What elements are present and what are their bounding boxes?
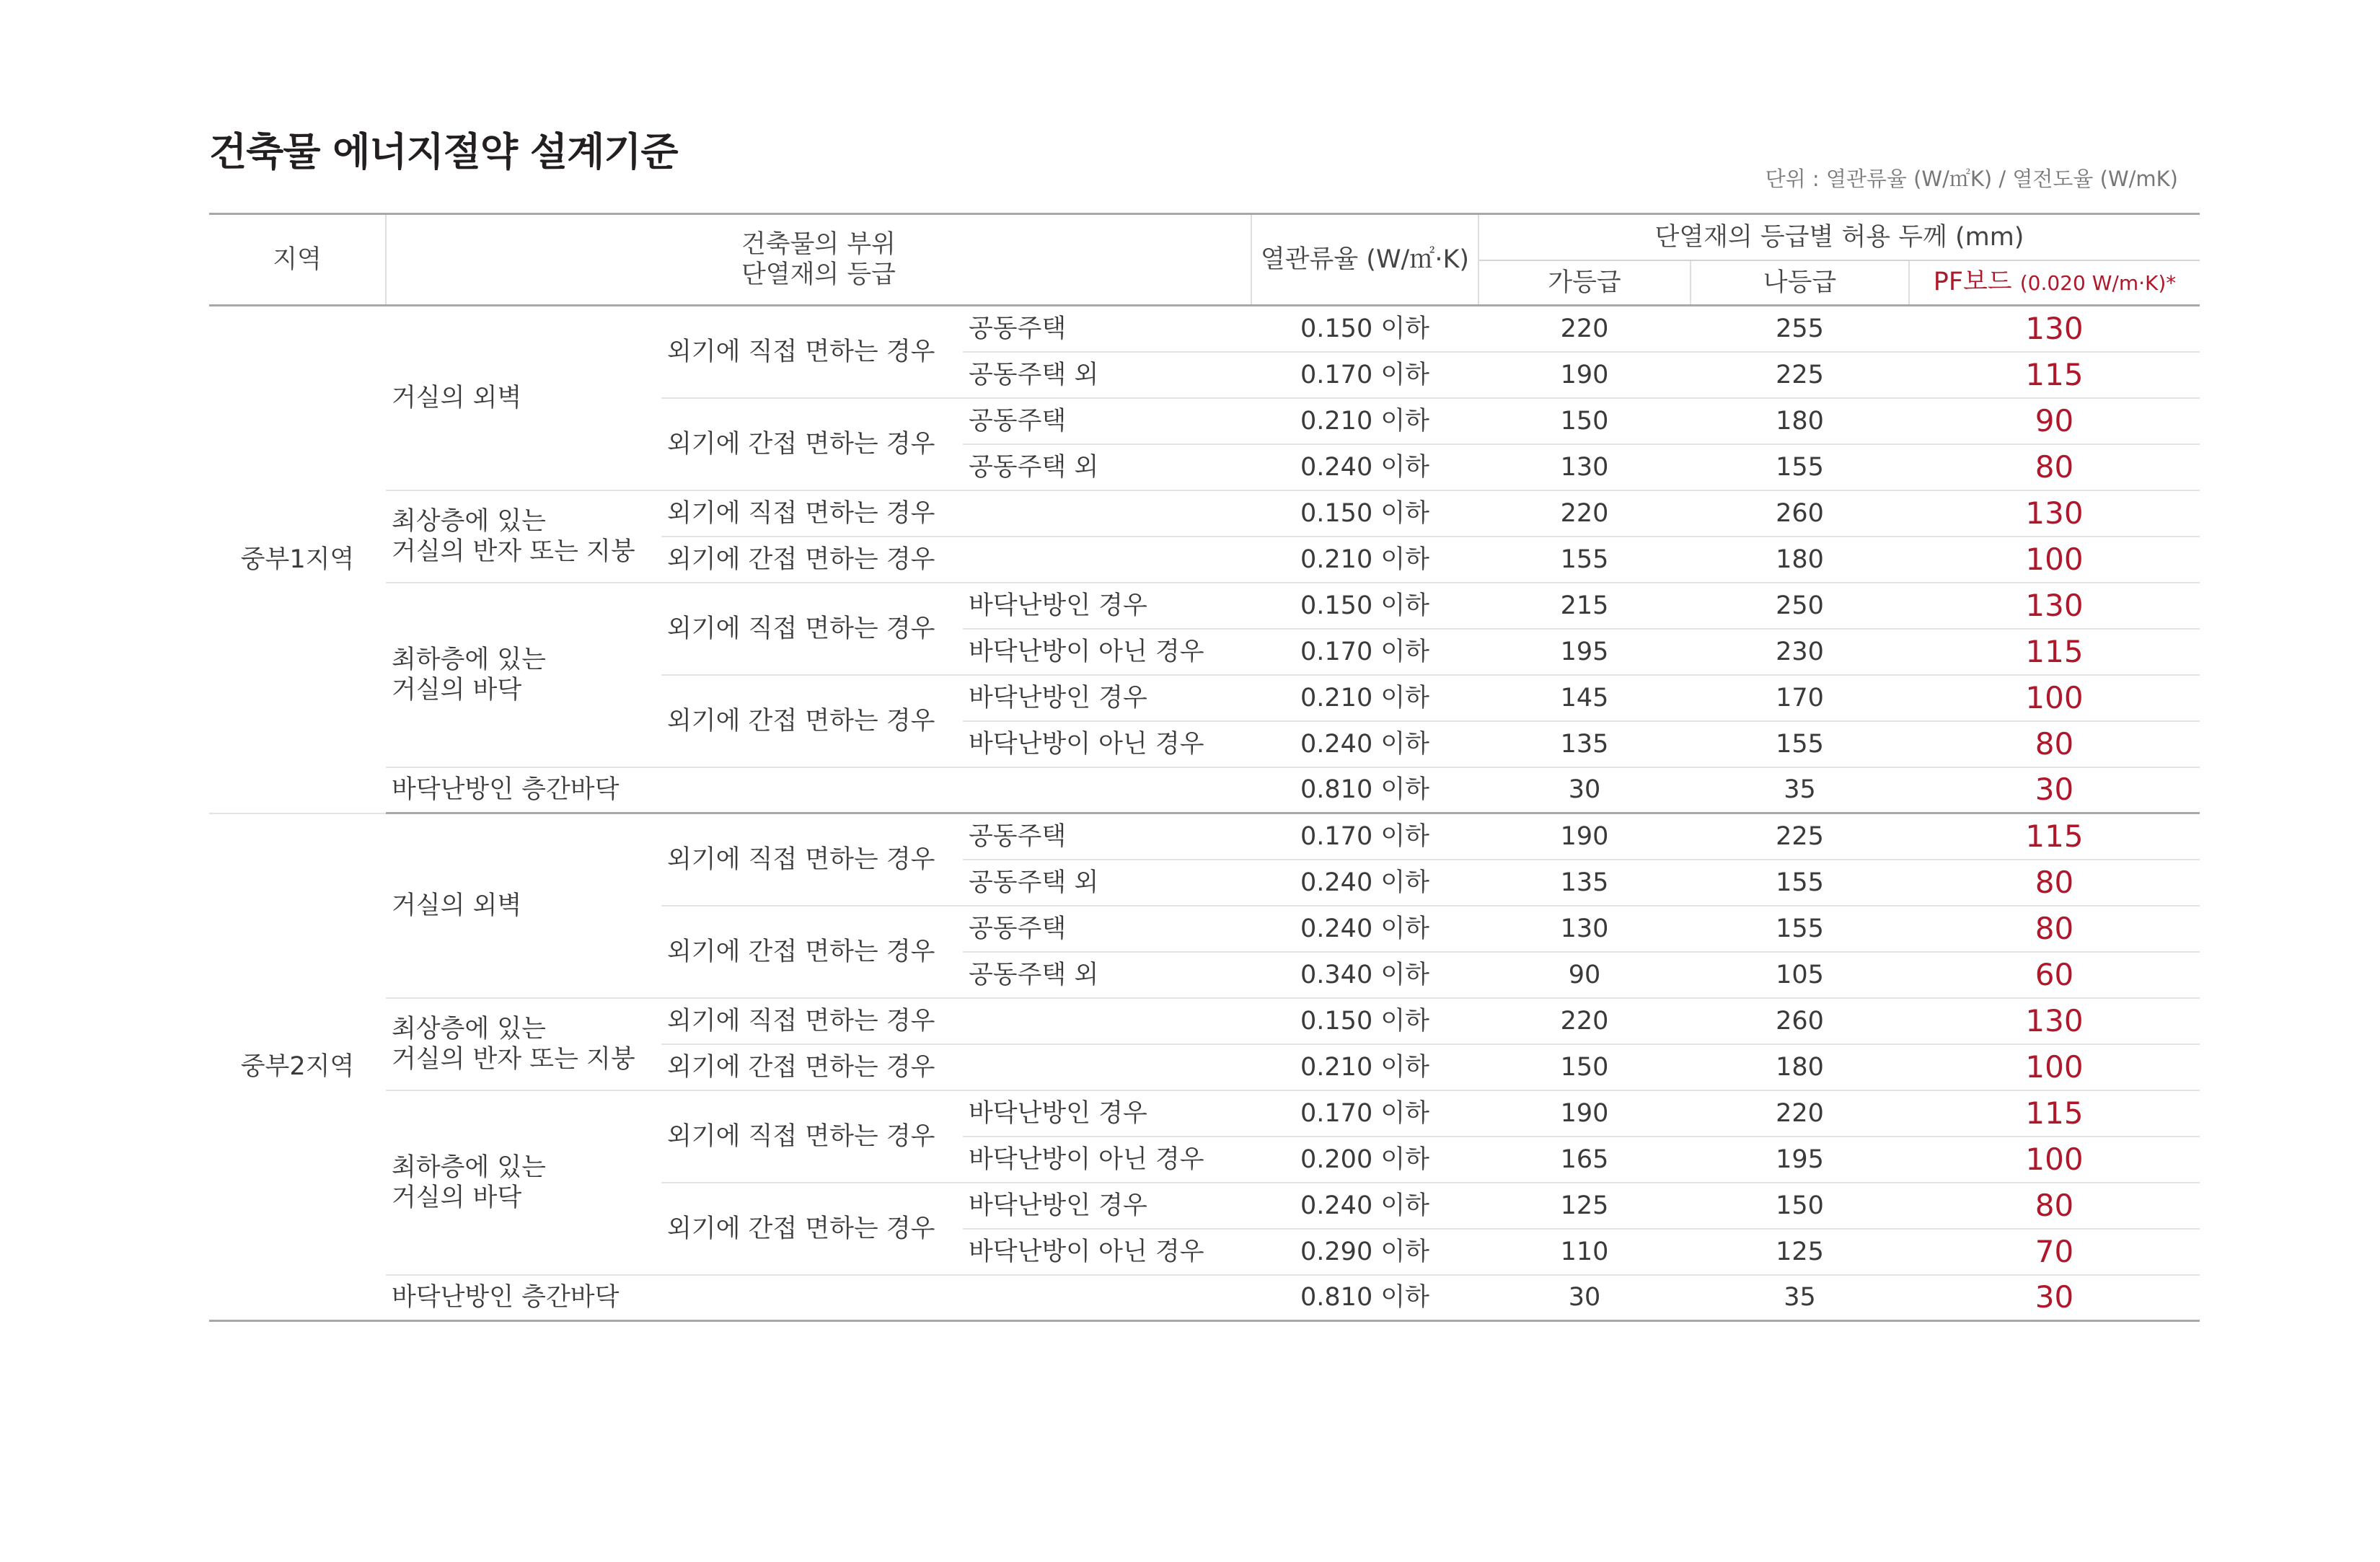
grade-ga-cell: 220 [1478,306,1691,352]
table-row [209,767,2200,813]
u-value-cell: 0.240 이하 [1251,1183,1478,1229]
part-cell: 최상층에 있는 거실의 반자 또는 지붕 [386,998,661,1090]
u-value-cell: 0.150 이하 [1251,490,1478,537]
grade-na-cell: 35 [1691,1275,1909,1321]
part-cell: 바닥난방인 층간바닥 [386,1275,1251,1321]
condition-cell: 외기에 간접 면하는 경우 [661,675,963,767]
grade-na-cell: 155 [1691,444,1909,490]
subtype-cell: 바닥난방이 아닌 경우 [963,629,1251,675]
grade-ga-cell: 195 [1478,629,1691,675]
table-body [209,306,2200,1321]
table-row [209,306,2200,352]
pf-board-cell: 115 [1909,629,2200,675]
pf-board-cell: 115 [1909,352,2200,398]
condition-cell: 외기에 간접 면하는 경우 [661,537,1251,583]
subtype-cell: 공동주택 [963,306,1251,352]
grade-na-cell: 155 [1691,721,1909,767]
grade-ga-cell: 125 [1478,1183,1691,1229]
pf-board-cell: 100 [1909,537,2200,583]
u-value-cell: 0.290 이하 [1251,1229,1478,1275]
pf-board-cell: 80 [1909,860,2200,906]
pf-board-cell: 80 [1909,1183,2200,1229]
subtype-cell: 공동주택 외 [963,860,1251,906]
pf-board-cell: 70 [1909,1229,2200,1275]
unit-note: 단위 : 열관류율 (W/㎡K) / 열전도율 (W/mK) [1765,167,2178,191]
table-row [209,490,2200,537]
u-value-cell: 0.210 이하 [1251,675,1478,721]
u-value-cell: 0.340 이하 [1251,952,1478,998]
header-grade-na: 나등급 [1691,260,1909,306]
grade-na-cell: 220 [1691,1090,1909,1137]
region-cell: 중부1지역 [209,306,386,813]
pf-board-cell: 130 [1909,306,2200,352]
condition-cell: 외기에 간접 면하는 경우 [661,906,963,998]
header-pf-board: PF보드 (0.020 W/m·K)* [1909,260,2200,306]
table-row [209,998,2200,1044]
subtype-cell: 바닥난방인 경우 [963,1090,1251,1137]
grade-ga-cell: 220 [1478,998,1691,1044]
pf-board-cell: 30 [1909,1275,2200,1321]
subtype-cell: 바닥난방인 경우 [963,583,1251,629]
grade-na-cell: 125 [1691,1229,1909,1275]
condition-cell: 외기에 간접 면하는 경우 [661,1183,963,1275]
part-cell: 거실의 외벽 [386,813,661,998]
pf-board-cell: 100 [1909,675,2200,721]
part-cell: 최하층에 있는 거실의 바닥 [386,583,661,767]
header-thickness-group: 단열재의 등급별 허용 두께 (mm) [1478,214,2200,260]
u-value-cell: 0.240 이하 [1251,721,1478,767]
u-value-cell: 0.210 이하 [1251,537,1478,583]
grade-na-cell: 170 [1691,675,1909,721]
u-value-cell: 0.240 이하 [1251,444,1478,490]
grade-ga-cell: 90 [1478,952,1691,998]
condition-cell: 외기에 직접 면하는 경우 [661,490,1251,537]
u-value-cell: 0.150 이하 [1251,998,1478,1044]
subtype-cell: 바닥난방인 경우 [963,1183,1251,1229]
table-row [209,583,2200,629]
pf-board-cell: 130 [1909,583,2200,629]
part-cell: 최상층에 있는 거실의 반자 또는 지붕 [386,490,661,583]
u-value-cell: 0.170 이하 [1251,629,1478,675]
grade-na-cell: 150 [1691,1183,1909,1229]
grade-ga-cell: 30 [1478,1275,1691,1321]
pf-board-cell: 115 [1909,813,2200,860]
pf-board-cell: 80 [1909,721,2200,767]
grade-na-cell: 250 [1691,583,1909,629]
subtype-cell: 바닥난방이 아닌 경우 [963,721,1251,767]
u-value-cell: 0.210 이하 [1251,398,1478,444]
grade-na-cell: 105 [1691,952,1909,998]
u-value-cell: 0.170 이하 [1251,1090,1478,1137]
u-value-cell: 0.810 이하 [1251,1275,1478,1321]
grade-na-cell: 260 [1691,490,1909,537]
grade-ga-cell: 220 [1478,490,1691,537]
pf-board-cell: 100 [1909,1044,2200,1090]
u-value-cell: 0.170 이하 [1251,352,1478,398]
subtype-cell: 공동주택 외 [963,444,1251,490]
part-cell: 최하층에 있는 거실의 바닥 [386,1090,661,1275]
grade-ga-cell: 150 [1478,398,1691,444]
u-value-cell: 0.210 이하 [1251,1044,1478,1090]
grade-ga-cell: 165 [1478,1137,1691,1183]
subtype-cell: 공동주택 [963,813,1251,860]
pf-board-cell: 60 [1909,952,2200,998]
header-region: 지역 [209,214,386,306]
u-value-cell: 0.200 이하 [1251,1137,1478,1183]
grade-na-cell: 155 [1691,906,1909,952]
part-cell: 바닥난방인 층간바닥 [386,767,1251,813]
u-value-cell: 0.150 이하 [1251,583,1478,629]
pf-board-cell: 30 [1909,767,2200,813]
pf-board-cell: 130 [1909,490,2200,537]
grade-na-cell: 260 [1691,998,1909,1044]
subtype-cell: 공동주택 외 [963,952,1251,998]
header-u-value: 열관류율 (W/㎡·K) [1251,214,1478,306]
u-value-cell: 0.150 이하 [1251,306,1478,352]
grade-ga-cell: 130 [1478,906,1691,952]
insulation-standard-table [209,213,2200,1322]
grade-na-cell: 180 [1691,398,1909,444]
u-value-cell: 0.240 이하 [1251,906,1478,952]
grade-ga-cell: 190 [1478,352,1691,398]
subtype-cell: 바닥난방인 경우 [963,675,1251,721]
pf-board-cell: 100 [1909,1137,2200,1183]
subtype-cell: 바닥난방이 아닌 경우 [963,1229,1251,1275]
grade-ga-cell: 135 [1478,721,1691,767]
subtype-cell: 공동주택 [963,906,1251,952]
condition-cell: 외기에 간접 면하는 경우 [661,398,963,490]
grade-ga-cell: 215 [1478,583,1691,629]
pf-board-cell: 115 [1909,1090,2200,1137]
grade-ga-cell: 130 [1478,444,1691,490]
table-header [209,214,2200,306]
grade-na-cell: 180 [1691,537,1909,583]
pf-board-cell: 80 [1909,906,2200,952]
grade-na-cell: 225 [1691,352,1909,398]
header-grade-ga: 가등급 [1478,260,1691,306]
grade-ga-cell: 110 [1478,1229,1691,1275]
pf-board-cell: 80 [1909,444,2200,490]
grade-ga-cell: 155 [1478,537,1691,583]
pf-board-cell: 90 [1909,398,2200,444]
subtype-cell: 공동주택 외 [963,352,1251,398]
grade-ga-cell: 145 [1478,675,1691,721]
grade-na-cell: 155 [1691,860,1909,906]
grade-ga-cell: 30 [1478,767,1691,813]
table-row [209,1275,2200,1321]
grade-ga-cell: 135 [1478,860,1691,906]
condition-cell: 외기에 직접 면하는 경우 [661,813,963,906]
subtype-cell: 공동주택 [963,398,1251,444]
u-value-cell: 0.240 이하 [1251,860,1478,906]
page-title: 건축물 에너지절약 설계기준 [209,129,678,175]
u-value-cell: 0.170 이하 [1251,813,1478,860]
table-row [209,813,2200,860]
condition-cell: 외기에 직접 면하는 경우 [661,1090,963,1183]
grade-na-cell: 255 [1691,306,1909,352]
grade-ga-cell: 190 [1478,813,1691,860]
condition-cell: 외기에 직접 면하는 경우 [661,583,963,675]
condition-cell: 외기에 직접 면하는 경우 [661,306,963,398]
part-cell: 거실의 외벽 [386,306,661,490]
table-row [209,1090,2200,1137]
grade-na-cell: 230 [1691,629,1909,675]
grade-na-cell: 35 [1691,767,1909,813]
region-cell: 중부2지역 [209,813,386,1321]
subtype-cell: 바닥난방이 아닌 경우 [963,1137,1251,1183]
grade-na-cell: 225 [1691,813,1909,860]
u-value-cell: 0.810 이하 [1251,767,1478,813]
grade-ga-cell: 150 [1478,1044,1691,1090]
pf-board-cell: 130 [1909,998,2200,1044]
condition-cell: 외기에 간접 면하는 경우 [661,1044,1251,1090]
header-part: 건축물의 부위 단열재의 등급 [386,214,1251,306]
grade-ga-cell: 190 [1478,1090,1691,1137]
grade-na-cell: 195 [1691,1137,1909,1183]
grade-na-cell: 180 [1691,1044,1909,1090]
condition-cell: 외기에 직접 면하는 경우 [661,998,1251,1044]
